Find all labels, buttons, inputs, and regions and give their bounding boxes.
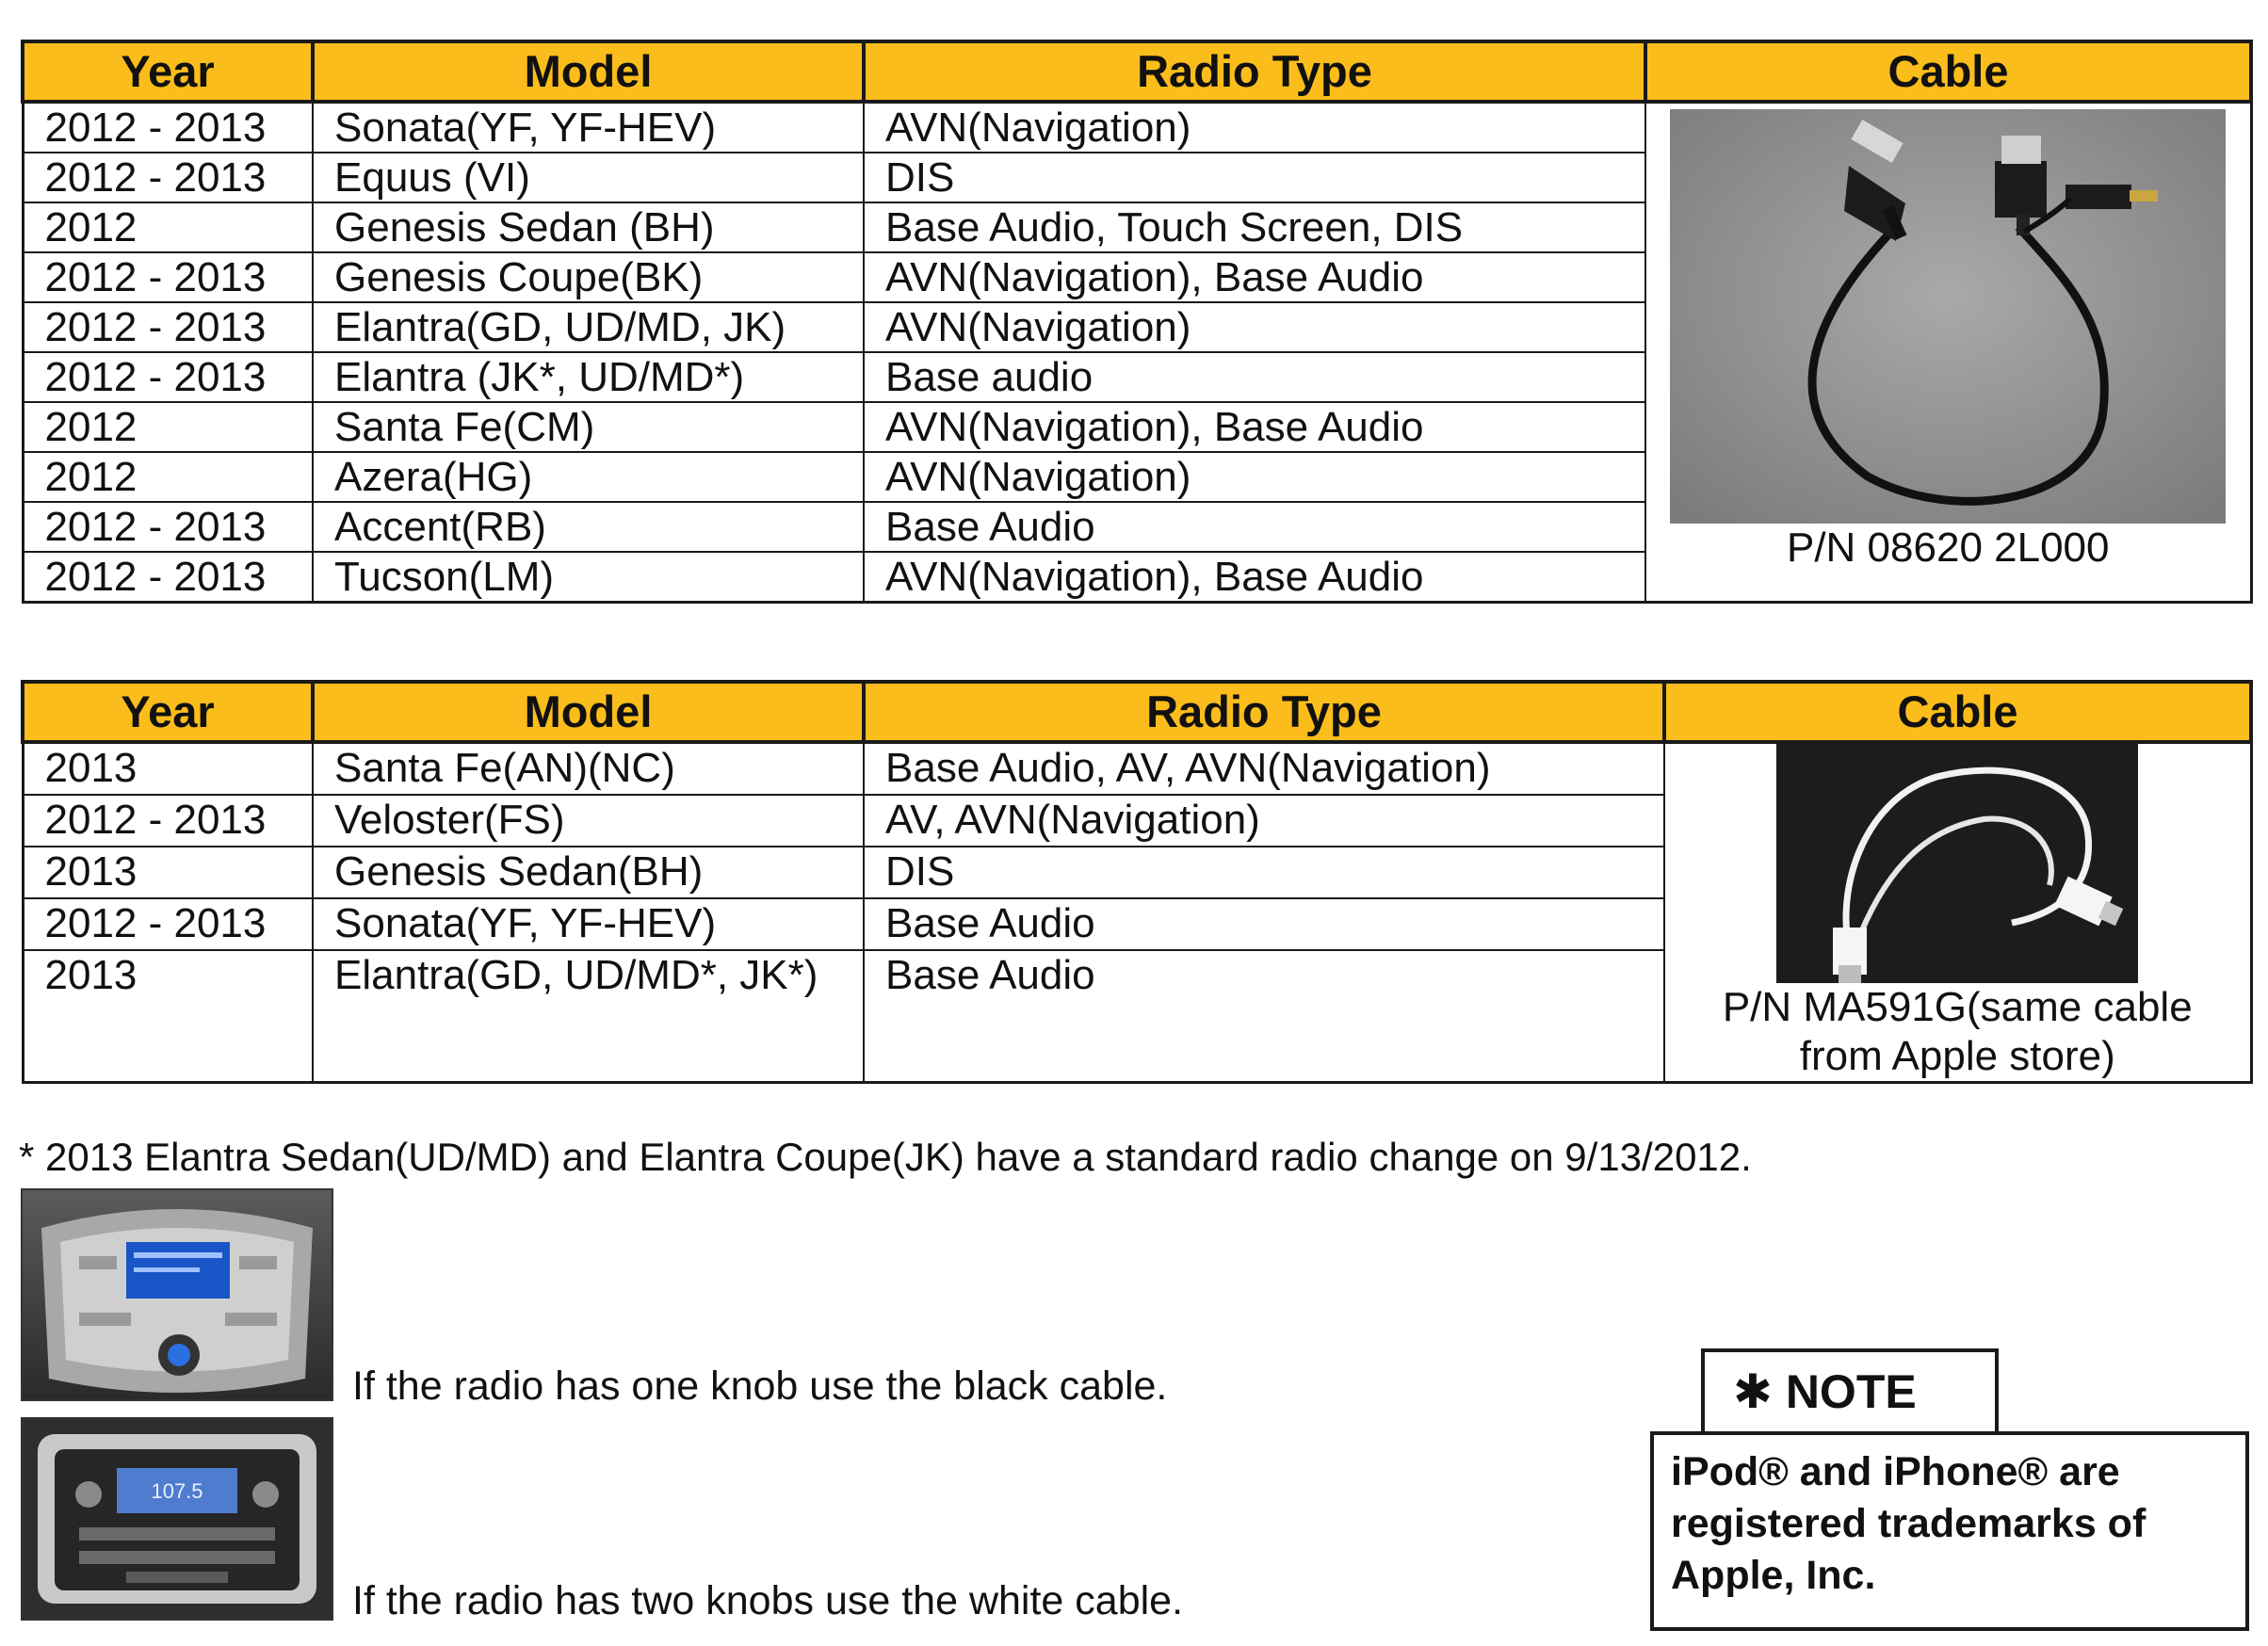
cell-model: Accent(RB)	[313, 502, 864, 552]
table-header-row	[23, 41, 2251, 102]
cell-radio-type: Base audio	[864, 352, 1645, 402]
cell-radio-type: AVN(Navigation)	[864, 302, 1645, 352]
cell-radio-type: AV, AVN(Navigation)	[864, 795, 1664, 847]
radio-display-frequency: 107.5	[151, 1479, 203, 1503]
cell-model: Elantra(GD, UD/MD, JK)	[313, 302, 864, 352]
radio-two-knobs-photo	[21, 1417, 333, 1621]
cell-model: Elantra(GD, UD/MD*, JK*)	[313, 950, 864, 1083]
cell-radio-type: DIS	[864, 847, 1664, 898]
cell-radio-type: Base Audio, AV, AVN(Navigation)	[864, 742, 1664, 795]
table-header-row	[23, 682, 2251, 742]
cell-radio-type: AVN(Navigation)	[864, 452, 1645, 502]
trademark-note	[1650, 1431, 2249, 1631]
white-cable-photo	[1776, 744, 2138, 983]
cell-year: 2012 - 2013	[23, 898, 313, 950]
cell-radio-type: Base Audio, Touch Screen, DIS	[864, 202, 1645, 252]
header-cable: Cable	[1645, 41, 2251, 102]
cell-model: Santa Fe(AN)(NC)	[313, 742, 864, 795]
cell-year: 2013	[23, 742, 313, 795]
table-row	[23, 742, 2251, 795]
cell-model: Santa Fe(CM)	[313, 402, 864, 452]
cell-radio-type: AVN(Navigation), Base Audio	[864, 252, 1645, 302]
header-radio-type: Radio Type	[864, 41, 1645, 102]
header-model: Model	[313, 682, 864, 742]
cell-radio-type: AVN(Navigation), Base Audio	[864, 402, 1645, 452]
cell-radio-type: AVN(Navigation)	[864, 102, 1645, 153]
black-cable-part-number: P/N 08620 2L000	[1786, 524, 2110, 571]
table-row	[23, 102, 2251, 153]
radio-two-knobs-caption: If the radio has two knobs use the white cable.	[352, 1578, 1184, 1623]
cell-radio-type: Base Audio	[864, 898, 1664, 950]
cell-year: 2013	[23, 847, 313, 898]
cell-model: Equus (VI)	[313, 153, 864, 202]
radio-one-knob-photo	[21, 1188, 333, 1401]
header-cable: Cable	[1664, 682, 2251, 742]
cell-radio-type: Base Audio	[864, 950, 1664, 1083]
header-model: Model	[313, 41, 864, 102]
cell-model: Genesis Sedan (BH)	[313, 202, 864, 252]
cell-year: 2012 - 2013	[23, 153, 313, 202]
black-cable-cell	[1645, 102, 2251, 603]
cell-model: Genesis Sedan(BH)	[313, 847, 864, 898]
white-cable-part-number: P/N MA591G(same cable from Apple store)	[1722, 984, 2193, 1079]
cell-year: 2012 - 2013	[23, 552, 313, 603]
trademark-note-text: iPod® and iPhone® are registered trademarks of Apple, Inc.	[1671, 1449, 2146, 1598]
cell-model: Elantra (JK*, UD/MD*)	[313, 352, 864, 402]
cell-year: 2012	[23, 202, 313, 252]
white-cable-cell	[1664, 742, 2251, 1083]
compatibility-table-white-cable	[21, 680, 2253, 1084]
cell-radio-type: Base Audio	[864, 502, 1645, 552]
cell-year: 2012 - 2013	[23, 252, 313, 302]
cell-year: 2012 - 2013	[23, 795, 313, 847]
cell-radio-type: AVN(Navigation), Base Audio	[864, 552, 1645, 603]
cell-year: 2013	[23, 950, 313, 1083]
note-label-tab	[1701, 1348, 1999, 1435]
footnote: * 2013 Elantra Sedan(UD/MD) and Elantra Coupe(JK) have a standard radio change on 9/13/2012.	[19, 1135, 1752, 1179]
black-cable-photo	[1670, 109, 2226, 524]
cell-model: Sonata(YF, YF-HEV)	[313, 898, 864, 950]
cell-year: 2012 - 2013	[23, 502, 313, 552]
cell-model: Sonata(YF, YF-HEV)	[313, 102, 864, 153]
header-radio-type: Radio Type	[864, 682, 1664, 742]
star-asterisk-icon: ✱	[1733, 1365, 1773, 1418]
cell-model: Azera(HG)	[313, 452, 864, 502]
note-label: NOTE	[1785, 1365, 1917, 1418]
radio-one-knob-caption: If the radio has one knob use the black cable.	[352, 1364, 1168, 1409]
cell-model: Veloster(FS)	[313, 795, 864, 847]
cell-year: 2012	[23, 402, 313, 452]
cell-year: 2012 - 2013	[23, 352, 313, 402]
cell-year: 2012	[23, 452, 313, 502]
cell-year: 2012 - 2013	[23, 102, 313, 153]
cell-radio-type: DIS	[864, 153, 1645, 202]
cell-model: Genesis Coupe(BK)	[313, 252, 864, 302]
cell-year: 2012 - 2013	[23, 302, 313, 352]
compatibility-table-black-cable	[21, 40, 2253, 604]
header-year: Year	[23, 682, 313, 742]
cell-model: Tucson(LM)	[313, 552, 864, 603]
header-year: Year	[23, 41, 313, 102]
